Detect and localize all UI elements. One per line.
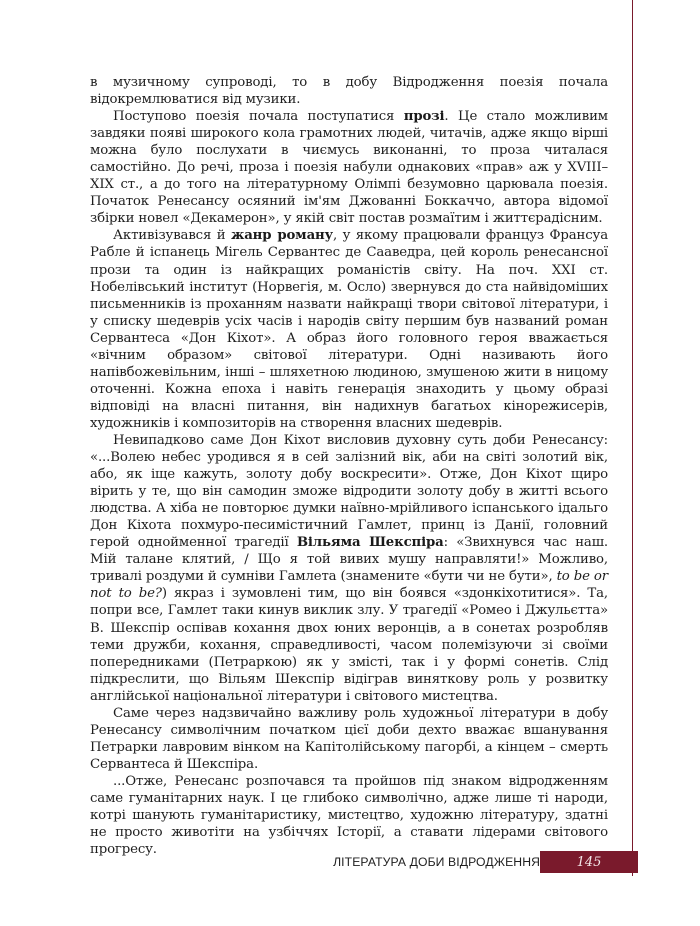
bold-term-prose: прозі <box>403 109 445 125</box>
bold-term-novel-genre: жанр роману <box>230 228 333 244</box>
page-number-badge <box>540 851 638 873</box>
paragraph-3 <box>90 227 608 432</box>
text-run: , у якому працювали француз Франсуа Рабле й іспанець Мігель Сервантес де Сааведра, цей король ренесансної прози та один із найкращих романістів світу. На поч. XXI ст. Нобелівський інститут (Норвегія, м. Осло) звернувся до ста найвідоміших письменників із проханням назвати найкращі твори світової літератури, і у списку шедеврів усіх часів і народів світу першим був названий роман Сервантеса «Дон Кіхот». А образ його головного героя вважається «вічним образом» світової літератури. Одні називають його напівбожевільним, інші – шляхетною людиною, змушеною жити в ницому оточенні. Кожна епоха і навіть генерація знаходить у цьому образі відповіді на власні питання, він надихнув багатьох кінорежисерів, художників і композиторів на створення власних шедеврів. <box>90 228 608 431</box>
text-run: Невипадково саме Дон Кіхот висловив духовну суть доби Ренесансу: «...Волею небес уродився я в сей залізний вік, аби на світі золотий вік, або, як іще кажуть, золоту добу воскресити». Отже, Дон Кіхот щиро вірить у те, що він самодин зможе відродити золоту добу в житті всього людства. А хіба не повторює думки наївно-мрійливого іспанського ідальго Дон Кіхота похмуро-песимістичний Гамлет, принц із Данії, головний герой однойменної трагедії <box>90 432 608 551</box>
paragraph-6: ...Отже, Ренесанс розпочався та пройшов під знаком відродженням саме гуманітарних наук. І це глибоко символічно, адже лише ті народи, котрі шанують гуманітаристику, мистецтво, художню літературу, здатні не просто животіти на узбіччях Історії, а ставати лідерами світового прогресу. <box>90 773 608 858</box>
text-run: . Це стало можливим завдяки появі широкого кола грамотних людей, читачів, адже якщо вірші можна було послухати в чиємусь виконанні, то проза читалася самостійно. До речі, проза і поезія набули однакових «прав» аж у XVIII–XIX ст., а до того на літературному Олімпі безумовно царювала поезія. Початок Ренесансу осяяний ім'ям Джованні Боккаччо, автора відомої збірки новел «Декамерон», у якій світ постав розмаїтим і життєрадісним. <box>90 109 608 227</box>
paragraph-1: в музичному супроводі, то в добу Відродження поезія почала відокремлюватися від музики. <box>90 75 608 108</box>
bold-term-shakespeare: Вільяма Шекспіра <box>296 535 444 551</box>
text-run: : «Звихнувся час наш. Мій талане клятий, / Що я той вивих мушу направляти!» Можливо, тривалі роздуми й сумніви Гамлета (знамените «бути чи не бути», <box>90 535 608 585</box>
paragraph-5: Саме через надзвичайно важливу роль художньої літератури в добу Ренесансу символічним початком цієї доби дехто вважає вшанування Петрарки лавровим вінком на Капітолійському пагорбі, а кінцем – смерть Сервантеса й Шекспіра. <box>90 705 608 772</box>
page-edge-line <box>632 0 633 876</box>
text-run: ) якраз і зумовлені тим, що він боявся «здонкіхотитися». Та, попри все, Гамлет таки кинув виклик злу. У трагедії «Ромео і Джульєтта» В. Шекспір оспівав кохання двох юних веронців, а в сонетах розробляв теми дружби, кохання, справедливості, часом полемізуючи зі своїми попередниками (Петраркою) як у змісті, так і у формі сонетів. Слід підкреслити, що Вільям Шекспір відіграв виняткову роль у розвитку англійської національної літератури і світового мистецтва. <box>90 586 609 704</box>
italic-quote: to be or not to be? <box>90 569 608 602</box>
footer-section-title: ЛІТЕРАТУРА ДОБИ ВІДРОДЖЕННЯ <box>333 855 540 869</box>
text-run: Поступово поезія почала поступатися <box>113 109 404 125</box>
page-number: 145 <box>576 854 602 870</box>
main-text <box>90 74 608 858</box>
paragraph-2 <box>90 108 608 227</box>
text-run: Активізувався й <box>113 228 231 244</box>
paragraph-4 <box>90 432 608 705</box>
